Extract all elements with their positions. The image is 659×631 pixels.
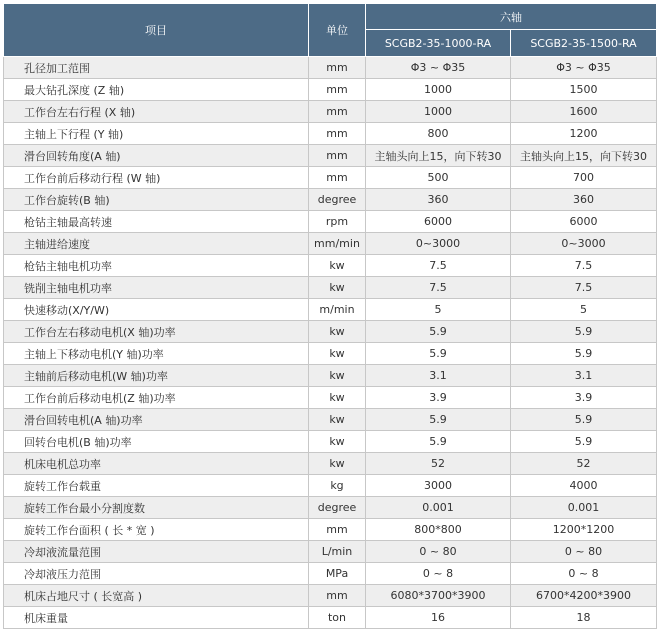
row-unit: mm — [309, 145, 366, 167]
row-unit: mm — [309, 79, 366, 101]
row-value-2: 5 — [511, 299, 657, 321]
row-value-2: Φ3 ~ Φ35 — [511, 57, 657, 79]
row-value-1: 3.9 — [366, 387, 511, 409]
row-value-1: 0.001 — [366, 497, 511, 519]
row-item: 铣削主轴电机功率 — [4, 277, 309, 299]
row-value-1: 7.5 — [366, 255, 511, 277]
row-value-2: 4000 — [511, 475, 657, 497]
row-value-1: 52 — [366, 453, 511, 475]
row-unit: degree — [309, 189, 366, 211]
row-value-1: 0 ~ 80 — [366, 541, 511, 563]
row-unit: kw — [309, 431, 366, 453]
row-unit: kw — [309, 343, 366, 365]
header-group: 六轴 — [366, 4, 657, 30]
row-value-2: 0 ~ 80 — [511, 541, 657, 563]
row-item: 主轴进给速度 — [4, 233, 309, 255]
row-value-2: 1500 — [511, 79, 657, 101]
header-model-1: SCGB2-35-1000-RA — [366, 30, 511, 57]
row-unit: m/min — [309, 299, 366, 321]
row-item: 工作台前后移动电机(Z 轴)功率 — [4, 387, 309, 409]
table-row — [4, 79, 657, 101]
row-value-2: 52 — [511, 453, 657, 475]
table-row — [4, 101, 657, 123]
row-value-1: 6080*3700*3900 — [366, 585, 511, 607]
row-item: 枪钻主轴最高转速 — [4, 211, 309, 233]
row-unit: kw — [309, 409, 366, 431]
row-item: 旋转工作台面积 ( 长 * 宽 ) — [4, 519, 309, 541]
table-row — [4, 563, 657, 585]
row-item: 回转台电机(B 轴)功率 — [4, 431, 309, 453]
row-unit: ton — [309, 607, 366, 629]
row-value-2: 主轴头向上15，向下转30 — [511, 145, 657, 167]
row-value-1: 800 — [366, 123, 511, 145]
row-value-2: 3.1 — [511, 365, 657, 387]
row-value-2: 3.9 — [511, 387, 657, 409]
table-row — [4, 255, 657, 277]
row-value-1: 0~3000 — [366, 233, 511, 255]
table-row — [4, 387, 657, 409]
row-value-2: 5.9 — [511, 321, 657, 343]
table-row — [4, 585, 657, 607]
table-row — [4, 57, 657, 79]
row-item: 机床电机总功率 — [4, 453, 309, 475]
row-unit: mm — [309, 167, 366, 189]
row-unit: kg — [309, 475, 366, 497]
row-value-2: 5.9 — [511, 409, 657, 431]
row-value-1: 5.9 — [366, 409, 511, 431]
row-item: 滑台回转电机(A 轴)功率 — [4, 409, 309, 431]
row-value-1: 5 — [366, 299, 511, 321]
row-value-2: 6000 — [511, 211, 657, 233]
row-value-1: 1000 — [366, 101, 511, 123]
row-unit: degree — [309, 497, 366, 519]
row-unit: mm — [309, 519, 366, 541]
table-row — [4, 541, 657, 563]
spec-table — [3, 3, 657, 629]
row-value-2: 5.9 — [511, 431, 657, 453]
row-value-2: 1200 — [511, 123, 657, 145]
row-value-2: 360 — [511, 189, 657, 211]
row-value-1: 7.5 — [366, 277, 511, 299]
row-value-1: 1000 — [366, 79, 511, 101]
row-value-1: 6000 — [366, 211, 511, 233]
row-item: 快速移动(X/Y/W) — [4, 299, 309, 321]
header-unit: 单位 — [309, 4, 366, 57]
table-row — [4, 431, 657, 453]
row-value-1: 500 — [366, 167, 511, 189]
table-row — [4, 453, 657, 475]
row-value-2: 0 ~ 8 — [511, 563, 657, 585]
row-item: 工作台左右移动电机(X 轴)功率 — [4, 321, 309, 343]
row-value-1: 主轴头向上15，向下转30 — [366, 145, 511, 167]
table-row — [4, 145, 657, 167]
row-item: 冷却液流量范围 — [4, 541, 309, 563]
table-row — [4, 189, 657, 211]
row-value-1: 3.1 — [366, 365, 511, 387]
row-item: 最大钻孔深度 (Z 轴) — [4, 79, 309, 101]
row-value-1: 800*800 — [366, 519, 511, 541]
row-value-1: 5.9 — [366, 343, 511, 365]
row-item: 主轴前后移动电机(W 轴)功率 — [4, 365, 309, 387]
row-value-2: 7.5 — [511, 255, 657, 277]
table-row — [4, 123, 657, 145]
row-value-2: 6700*4200*3900 — [511, 585, 657, 607]
row-value-1: 0 ~ 8 — [366, 563, 511, 585]
table-row — [4, 409, 657, 431]
table-row — [4, 607, 657, 629]
table-row — [4, 475, 657, 497]
row-value-1: 5.9 — [366, 321, 511, 343]
row-value-1: Φ3 ~ Φ35 — [366, 57, 511, 79]
row-item: 滑台回转角度(A 轴) — [4, 145, 309, 167]
row-value-2: 7.5 — [511, 277, 657, 299]
table-row — [4, 167, 657, 189]
header-item: 项目 — [4, 4, 309, 57]
row-item: 孔径加工范围 — [4, 57, 309, 79]
table-row — [4, 321, 657, 343]
row-unit: kw — [309, 365, 366, 387]
row-value-1: 360 — [366, 189, 511, 211]
row-unit: mm — [309, 57, 366, 79]
row-unit: MPa — [309, 563, 366, 585]
row-item: 工作台旋转(B 轴) — [4, 189, 309, 211]
table-row — [4, 299, 657, 321]
row-item: 冷却液压力范围 — [4, 563, 309, 585]
row-item: 枪钻主轴电机功率 — [4, 255, 309, 277]
row-unit: kw — [309, 255, 366, 277]
table-row — [4, 233, 657, 255]
table-row — [4, 277, 657, 299]
row-unit: kw — [309, 277, 366, 299]
row-item: 主轴上下行程 (Y 轴) — [4, 123, 309, 145]
row-unit: kw — [309, 453, 366, 475]
header-model-2: SCGB2-35-1500-RA — [511, 30, 657, 57]
row-value-1: 16 — [366, 607, 511, 629]
row-value-2: 1600 — [511, 101, 657, 123]
row-value-2: 700 — [511, 167, 657, 189]
row-value-1: 3000 — [366, 475, 511, 497]
row-unit: kw — [309, 321, 366, 343]
row-item: 工作台左右行程 (X 轴) — [4, 101, 309, 123]
row-unit: mm — [309, 101, 366, 123]
row-item: 旋转工作台最小分割度数 — [4, 497, 309, 519]
row-value-2: 1200*1200 — [511, 519, 657, 541]
row-unit: kw — [309, 387, 366, 409]
row-value-2: 0~3000 — [511, 233, 657, 255]
table-row — [4, 519, 657, 541]
table-row — [4, 343, 657, 365]
row-value-2: 5.9 — [511, 343, 657, 365]
row-item: 旋转工作台载重 — [4, 475, 309, 497]
row-value-1: 5.9 — [366, 431, 511, 453]
table-row — [4, 211, 657, 233]
row-unit: mm — [309, 585, 366, 607]
row-unit: rpm — [309, 211, 366, 233]
table-row — [4, 365, 657, 387]
row-item: 机床占地尺寸 ( 长宽高 ) — [4, 585, 309, 607]
row-item: 机床重量 — [4, 607, 309, 629]
row-unit: mm/min — [309, 233, 366, 255]
row-unit: L/min — [309, 541, 366, 563]
row-item: 主轴上下移动电机(Y 轴)功率 — [4, 343, 309, 365]
row-item: 工作台前后移动行程 (W 轴) — [4, 167, 309, 189]
table-row — [4, 497, 657, 519]
row-unit: mm — [309, 123, 366, 145]
row-value-2: 0.001 — [511, 497, 657, 519]
row-value-2: 18 — [511, 607, 657, 629]
